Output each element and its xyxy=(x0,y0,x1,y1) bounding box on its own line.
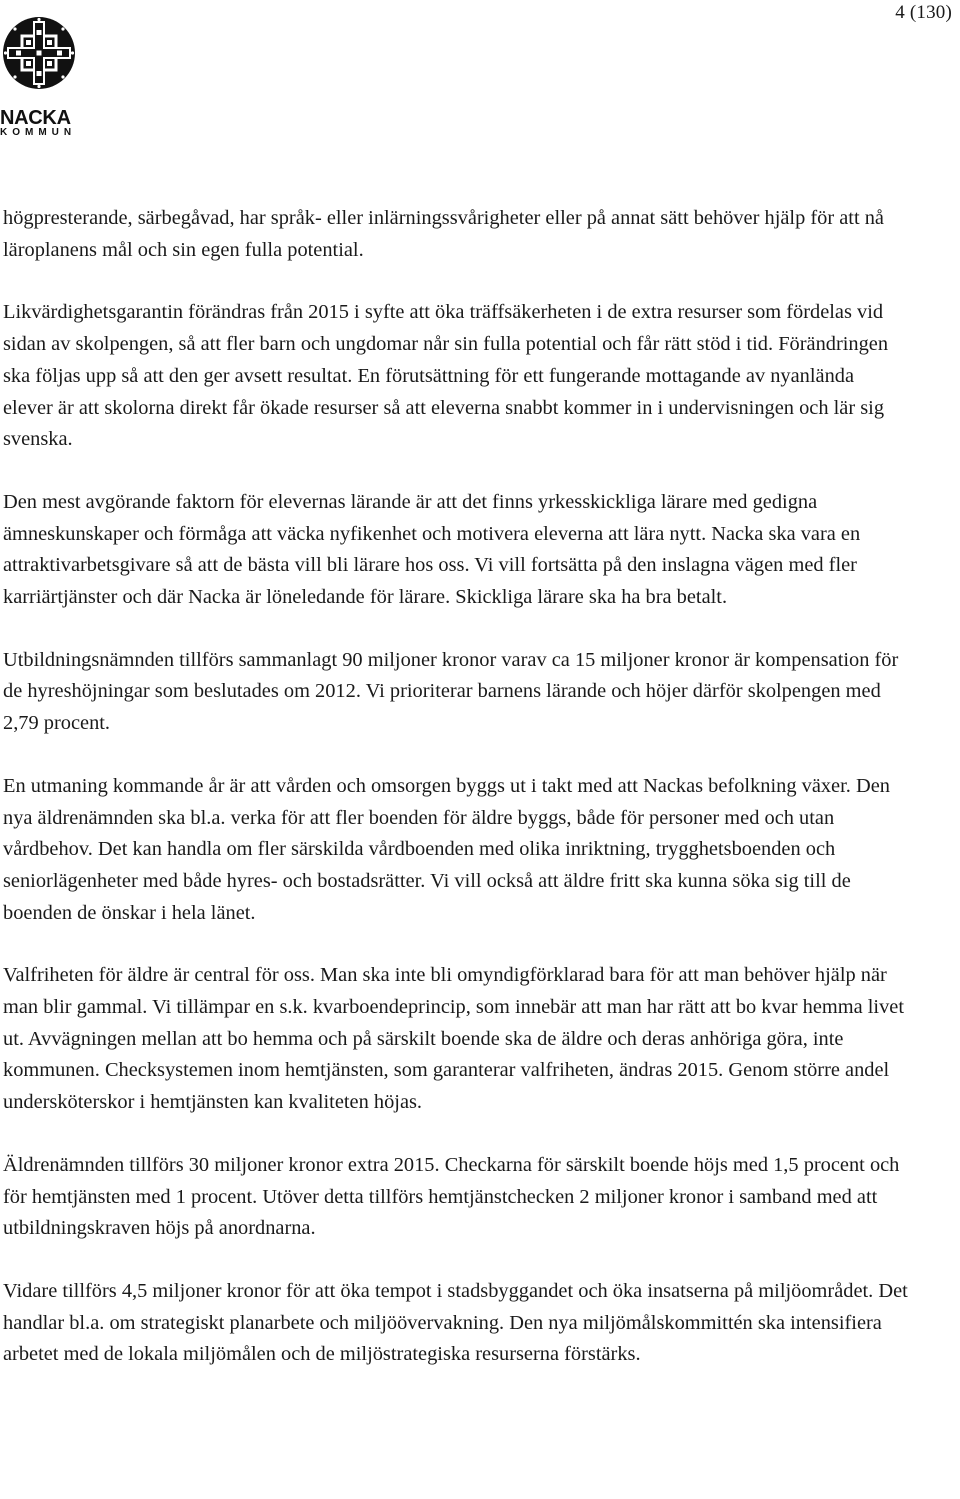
paragraph: Äldrenämnden tillförs 30 miljoner kronor extra 2015. Checkarna för särskilt boende höjs med 1,5 procent och för hemtjänsten med 1 procent. Utöver detta tillförs hemtjänstchecken 2 miljoner kronor i samband med att utbildningskraven höjs på anordnarna. xyxy=(3,1153,900,1240)
paragraph: En utmaning kommande år är att vården och omsorgen byggs ut i takt med att Nackas befolkning växer. Den nya äldrenämnden ska bl.a. verka för att fler boenden för äldre byggs, både för personer med och utan vårdbehov. Det kan handla om fler särskilda vårdboenden med olika inriktning, trygghetsboenden och seniorlägenheter med både hyres- och bostadsrätter. Vi vill också att äldre fritt ska kunna söka sig till de boenden de önskar i hela länet. xyxy=(3,774,890,924)
paragraph: högpresterande, särbegåvad, har språk- eller inlärningssvårigheter eller på annat sätt behöver hjälp för att nå läroplanens mål och sin egen fulla potential. xyxy=(3,207,884,261)
paragraph: Utbildningsnämnden tillförs sammanlagt 90 miljoner kronor varav ca 15 miljoner kronor är kompensation för de hyreshöjningar som beslutades om 2012. Vi prioriterar barnens lärande och höjer därför skolpengen med 2,79 procent. xyxy=(3,648,899,735)
logo-name: NACKA xyxy=(0,107,71,129)
paragraph: Vidare tillförs 4,5 miljoner kronor för att öka tempot i stadsbyggandet och öka insatserna på miljöområdet. Det handlar bl.a. om strategiskt planarbete och miljöövervakning. Den nya miljömålskommittén ska intensifiera arbetet med de lokala miljömålen och de miljöstrategiska resurserna förstärks. xyxy=(3,1279,908,1366)
nacka-emblem-icon xyxy=(2,16,76,90)
document-body xyxy=(3,203,908,1402)
logo-subtitle: KOMMUN xyxy=(0,127,77,138)
page-number: 4 (130) xyxy=(895,2,952,23)
nacka-kommun-logo xyxy=(0,16,80,138)
paragraph: Valfriheten för äldre är central för oss. Man ska inte bli omyndigförklarad bara för att man behöver hjälp när man blir gammal. Vi tillämpar en s.k. kvarboendeprincip, som innebär att man har rätt att bo kvar hemma livet ut. Avvägningen mellan att bo hemma och på särskilt boende ska de äldre och deras anhöriga göra, inte kommunen. Checksystemen inom hemtjänsten, som garanterar valfriheten, ändras 2015. Genom större andel undersköterskor i hemtjänsten kan kvaliteten höjas. xyxy=(3,964,904,1114)
paragraph: Den mest avgörande faktorn för elevernas lärande är att det finns yrkesskickliga lärare med gedigna ämneskunskaper och förmåga att väcka nyfikenhet och motivera eleverna att lära nytt. Nacka ska vara en attraktivarbetsgivare så att de bästa vill bli lärare hos oss. Vi vill fortsätta på den inslagna vägen med fler karriärtjänster och där Nacka är löneledande för lärare. Skickliga lärare ska ha bra betalt. xyxy=(3,490,861,609)
paragraph: Likvärdighetsgarantin förändras från 2015 i syfte att öka träffsäkerheten i de extra resurser som fördelas vid sidan av skolpengen, så att fler barn och ungdomar når sin fulla potential och får rätt stöd i tid. Förändringen ska följas upp så att den ger avsett resultat. En förutsättning för ett fungerande mottagande av nyanlända elever är att skolorna direkt får ökade resurser så att eleverna snabbt kommer in i undervisningen och lär sig svenska. xyxy=(3,301,889,451)
